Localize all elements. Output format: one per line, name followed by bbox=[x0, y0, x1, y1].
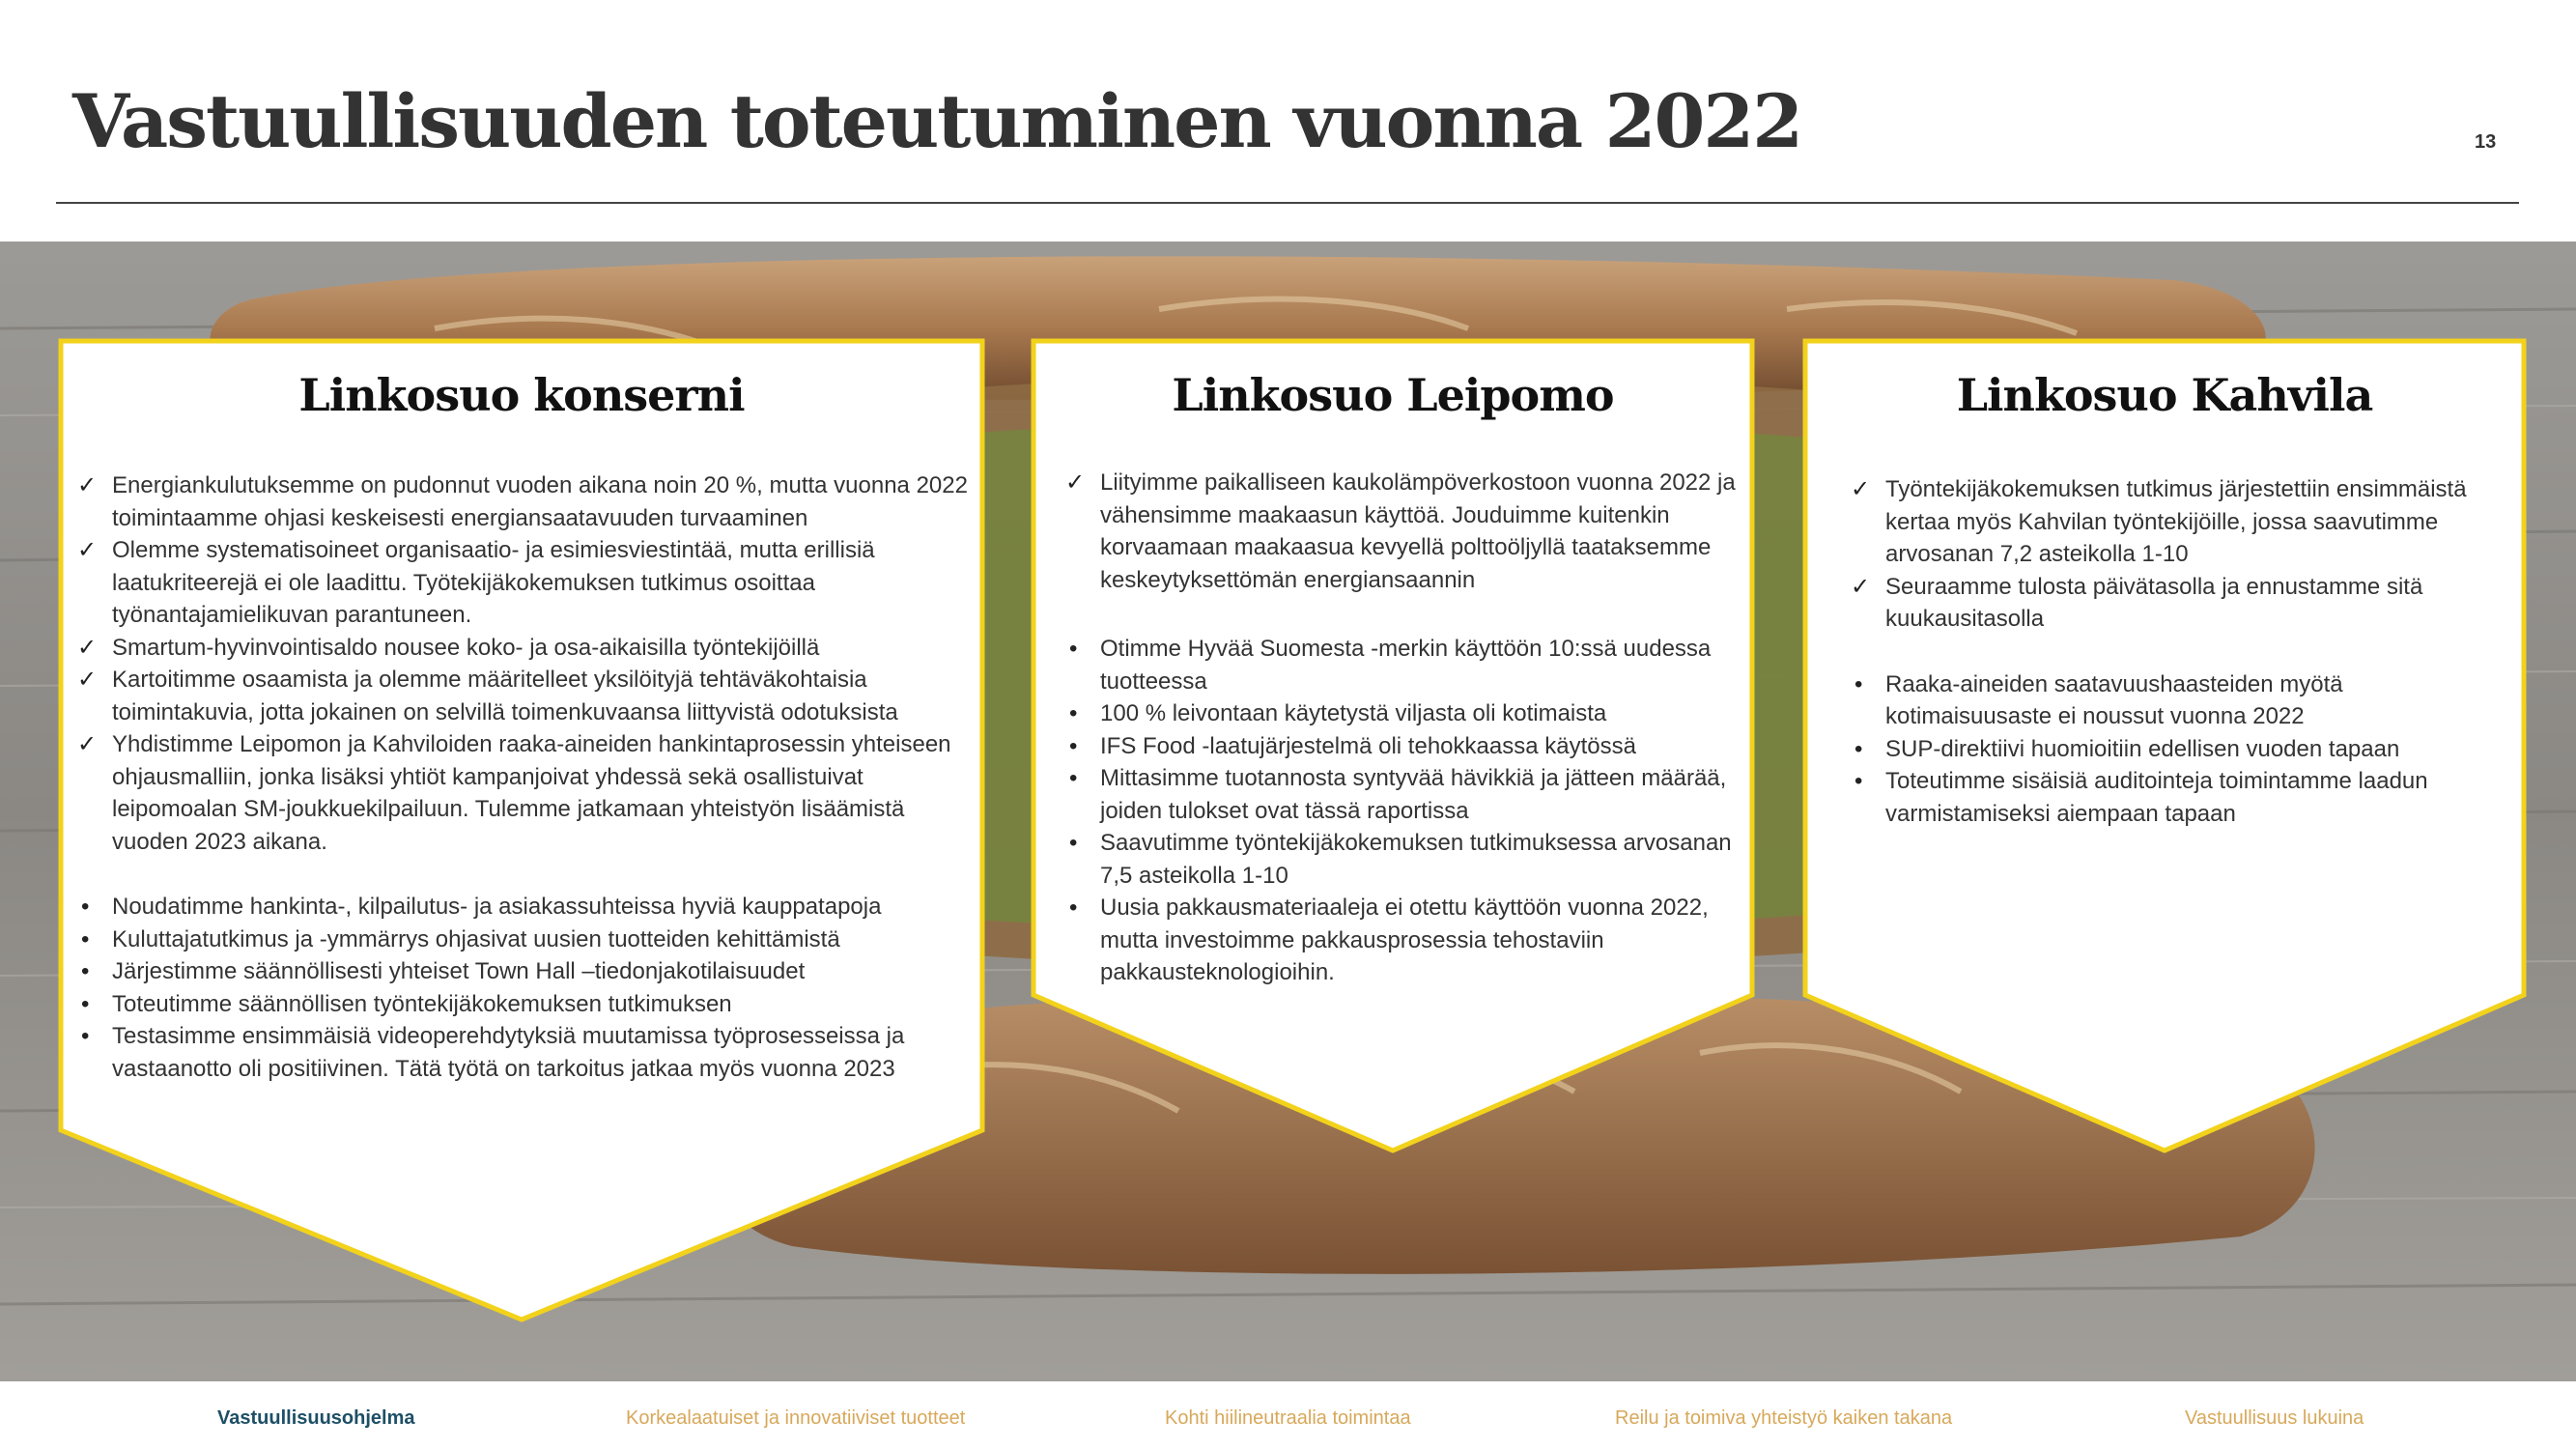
list-item-text: Toteutimme säännöllisen työntekijäkokemuksen tutkimuksen bbox=[112, 990, 732, 1017]
card-body bbox=[77, 469, 985, 1085]
card-title: Linkosuo konserni bbox=[298, 369, 745, 421]
list-item bbox=[1065, 467, 1741, 596]
list-item bbox=[77, 955, 985, 988]
list-item-text: Kuluttajatutkimus ja -ymmärrys ohjasivat uusien tuotteiden kehittämistä bbox=[112, 925, 840, 952]
list-item bbox=[1065, 762, 1741, 827]
list-item bbox=[77, 664, 985, 728]
list-item-text: IFS Food -laatujärjestelmä oli tehokkaassa käytössä bbox=[1100, 732, 1636, 759]
bullet-list bbox=[1851, 668, 2507, 831]
list-item-text: Energiankulutuksemme on pudonnut vuoden aikana noin 20 %, mutta vuonna 2022 toimintaamme ohjasi keskeisesti energiansaatavuuden turvaaminen bbox=[112, 472, 968, 531]
list-item bbox=[77, 891, 985, 923]
list-item bbox=[77, 728, 985, 858]
bullet-icon: • bbox=[1069, 895, 1078, 921]
checkmark-icon: ✓ bbox=[77, 472, 98, 498]
list-item-text: Saavutimme työntekijäkokemuksen tutkimuksessa arvosanan 7,5 asteikolla 1-10 bbox=[1100, 830, 1732, 889]
list-item-text: Yhdistimme Leipomon ja Kahviloiden raaka-aineiden hankintaprosessin yhteiseen ohjausmalliin, jonka lisäksi yhtiöt kampanjoivat yhdessä sekä osallistuivat leipomoalan SM-joukkuekilpailuun. Tulemme jatkamaan yhteistyön lisäämistä vuoden 2023 aikana. bbox=[112, 731, 951, 855]
bullet-icon: • bbox=[1069, 700, 1078, 726]
list-item-text: Järjestimme säännöllisesti yhteiset Town Hall –tiedonjakotilaisuudet bbox=[112, 958, 806, 984]
bullet-icon: • bbox=[81, 925, 90, 952]
card-body bbox=[1065, 467, 1741, 989]
list-item-text: Testasimme ensimmäisiä videoperehdytyksiä muutamissa työprosesseissa ja vastaanotto oli positiivinen. Tätä työtä on tarkoitus jatkaa myös vuonna 2023 bbox=[112, 1023, 905, 1082]
checkmark-icon: ✓ bbox=[77, 537, 98, 563]
bullet-icon: • bbox=[1069, 830, 1078, 856]
list-item bbox=[1065, 633, 1741, 697]
bullet-icon: • bbox=[1854, 735, 1863, 762]
title-divider bbox=[56, 202, 2519, 204]
bullet-icon: • bbox=[1069, 636, 1078, 662]
card-body bbox=[1851, 473, 2507, 830]
checkmark-icon: ✓ bbox=[1851, 476, 1871, 502]
card-leipomo bbox=[1031, 338, 1755, 1154]
list-item bbox=[1851, 473, 2507, 571]
list-item bbox=[1065, 730, 1741, 763]
list-item-text: Smartum-hyvinvointisaldo nousee koko- ja osa-aikaisilla työntekijöillä bbox=[112, 634, 820, 661]
checkmark-icon: ✓ bbox=[77, 731, 98, 757]
bullet-icon: • bbox=[1069, 732, 1078, 759]
bullet-list bbox=[77, 891, 985, 1085]
list-item bbox=[1065, 827, 1741, 892]
list-item bbox=[77, 632, 985, 665]
list-item bbox=[1851, 733, 2507, 766]
list-item-text: Liityimme paikalliseen kaukolämpöverkostoon vuonna 2022 ja vähensimme maakaasun käyttöä. Jouduimme kuitenkin korvaamaan maakaasua kevyellä polttoöljyllä taataksemme keskeytyksettömän energiansaannin bbox=[1100, 469, 1736, 593]
checkmark-icon: ✓ bbox=[77, 634, 98, 661]
list-item bbox=[77, 534, 985, 632]
checkmark-icon: ✓ bbox=[1851, 573, 1871, 600]
list-item-text: Mittasimme tuotannosta syntyvää hävikkiä ja jätteen määrää, joiden tulokset ovat tässä raportissa bbox=[1100, 765, 1727, 824]
footer-link-tuotteet[interactable]: Korkealaatuiset ja innovatiiviset tuotteet bbox=[626, 1407, 966, 1429]
list-item bbox=[77, 988, 985, 1021]
list-item bbox=[77, 1020, 985, 1085]
bullet-icon: • bbox=[1069, 765, 1078, 791]
checkmark-icon: ✓ bbox=[77, 667, 98, 693]
list-item-text: Työntekijäkokemuksen tutkimus järjestettiin ensimmäistä kertaa myös Kahvilan työntekijöille, jossa saavutimme arvosanan 7,2 asteikolla 1-10 bbox=[1885, 476, 2467, 567]
page-number: 13 bbox=[2475, 131, 2497, 153]
list-item-text: Toteutimme sisäisiä auditointeja toimintamme laadun varmistamiseksi aiempaan tapaan bbox=[1885, 768, 2428, 827]
list-item-text: Uusia pakkausmateriaaleja ei otettu käyttöön vuonna 2022, mutta investoimme pakkausprosessia tehostaviin pakkausteknologioihin. bbox=[1100, 895, 1709, 985]
bullet-icon: • bbox=[1854, 768, 1863, 794]
bullet-icon: • bbox=[1854, 670, 1863, 697]
bullet-list bbox=[1065, 633, 1741, 989]
check-list bbox=[77, 469, 985, 858]
card-title: Linkosuo Kahvila bbox=[1956, 369, 2373, 421]
list-item-text: Otimme Hyvää Suomesta -merkin käyttöön 10:ssä uudessa tuotteessa bbox=[1100, 636, 1712, 695]
list-item bbox=[1851, 571, 2507, 636]
list-item-text: Noudatimme hankinta-, kilpailutus- ja asiakassuhteissa hyviä kauppatapoja bbox=[112, 894, 882, 920]
bullet-icon: • bbox=[81, 1023, 90, 1049]
list-item bbox=[77, 923, 985, 956]
list-item bbox=[1065, 697, 1741, 730]
bullet-icon: • bbox=[81, 958, 90, 984]
card-kahvila bbox=[1802, 338, 2527, 1154]
card-konserni bbox=[58, 338, 985, 1323]
page-title: Vastuullisuuden toteutuminen vuonna 2022 bbox=[72, 78, 1802, 164]
bullet-icon: • bbox=[81, 990, 90, 1017]
list-item bbox=[77, 469, 985, 534]
footer-link-yhteistyo[interactable]: Reilu ja toimiva yhteistyö kaiken takana bbox=[1615, 1407, 1953, 1429]
list-item-text: 100 % leivontaan käytetystä viljasta oli kotimaista bbox=[1100, 700, 1607, 726]
list-item-text: Olemme systematisoineet organisaatio- ja esimiesviestintää, mutta erillisiä laatukriteerejä ei ole laadittu. Työtekijäkokemuksen tutkimus osoittaa työnantajamielikuvan parantuneen. bbox=[112, 537, 875, 628]
bullet-icon: • bbox=[81, 894, 90, 920]
list-item-text: Kartoitimme osaamista ja olemme määritelleet yksilöityjä tehtäväkohtaisia toimintakuvia, jotta jokainen on selvillä toimenkuvaansa liittyvistä odotuksista bbox=[112, 667, 898, 725]
check-list bbox=[1065, 467, 1741, 596]
card-title: Linkosuo Leipomo bbox=[1172, 369, 1614, 421]
list-item-text: Seuraamme tulosta päivätasolla ja ennustamme sitä kuukausitasolla bbox=[1885, 573, 2423, 632]
footer-link-hiilineutraali[interactable]: Kohti hiilineutraalia toimintaa bbox=[1165, 1407, 1411, 1429]
list-item bbox=[1851, 668, 2507, 733]
footer-link-vastuullisuusohjelma[interactable]: Vastuullisuusohjelma bbox=[217, 1407, 415, 1429]
footer-link-lukuina[interactable]: Vastuullisuus lukuina bbox=[2185, 1407, 2364, 1429]
list-item bbox=[1851, 765, 2507, 830]
checkmark-icon: ✓ bbox=[1065, 469, 1086, 496]
list-item-text: Raaka-aineiden saatavuushaasteiden myötä kotimaisuusaste ei noussut vuonna 2022 bbox=[1885, 670, 2343, 729]
list-item bbox=[1065, 892, 1741, 989]
check-list bbox=[1851, 473, 2507, 636]
list-item-text: SUP-direktiivi huomioitiin edellisen vuoden tapaan bbox=[1885, 735, 2400, 762]
